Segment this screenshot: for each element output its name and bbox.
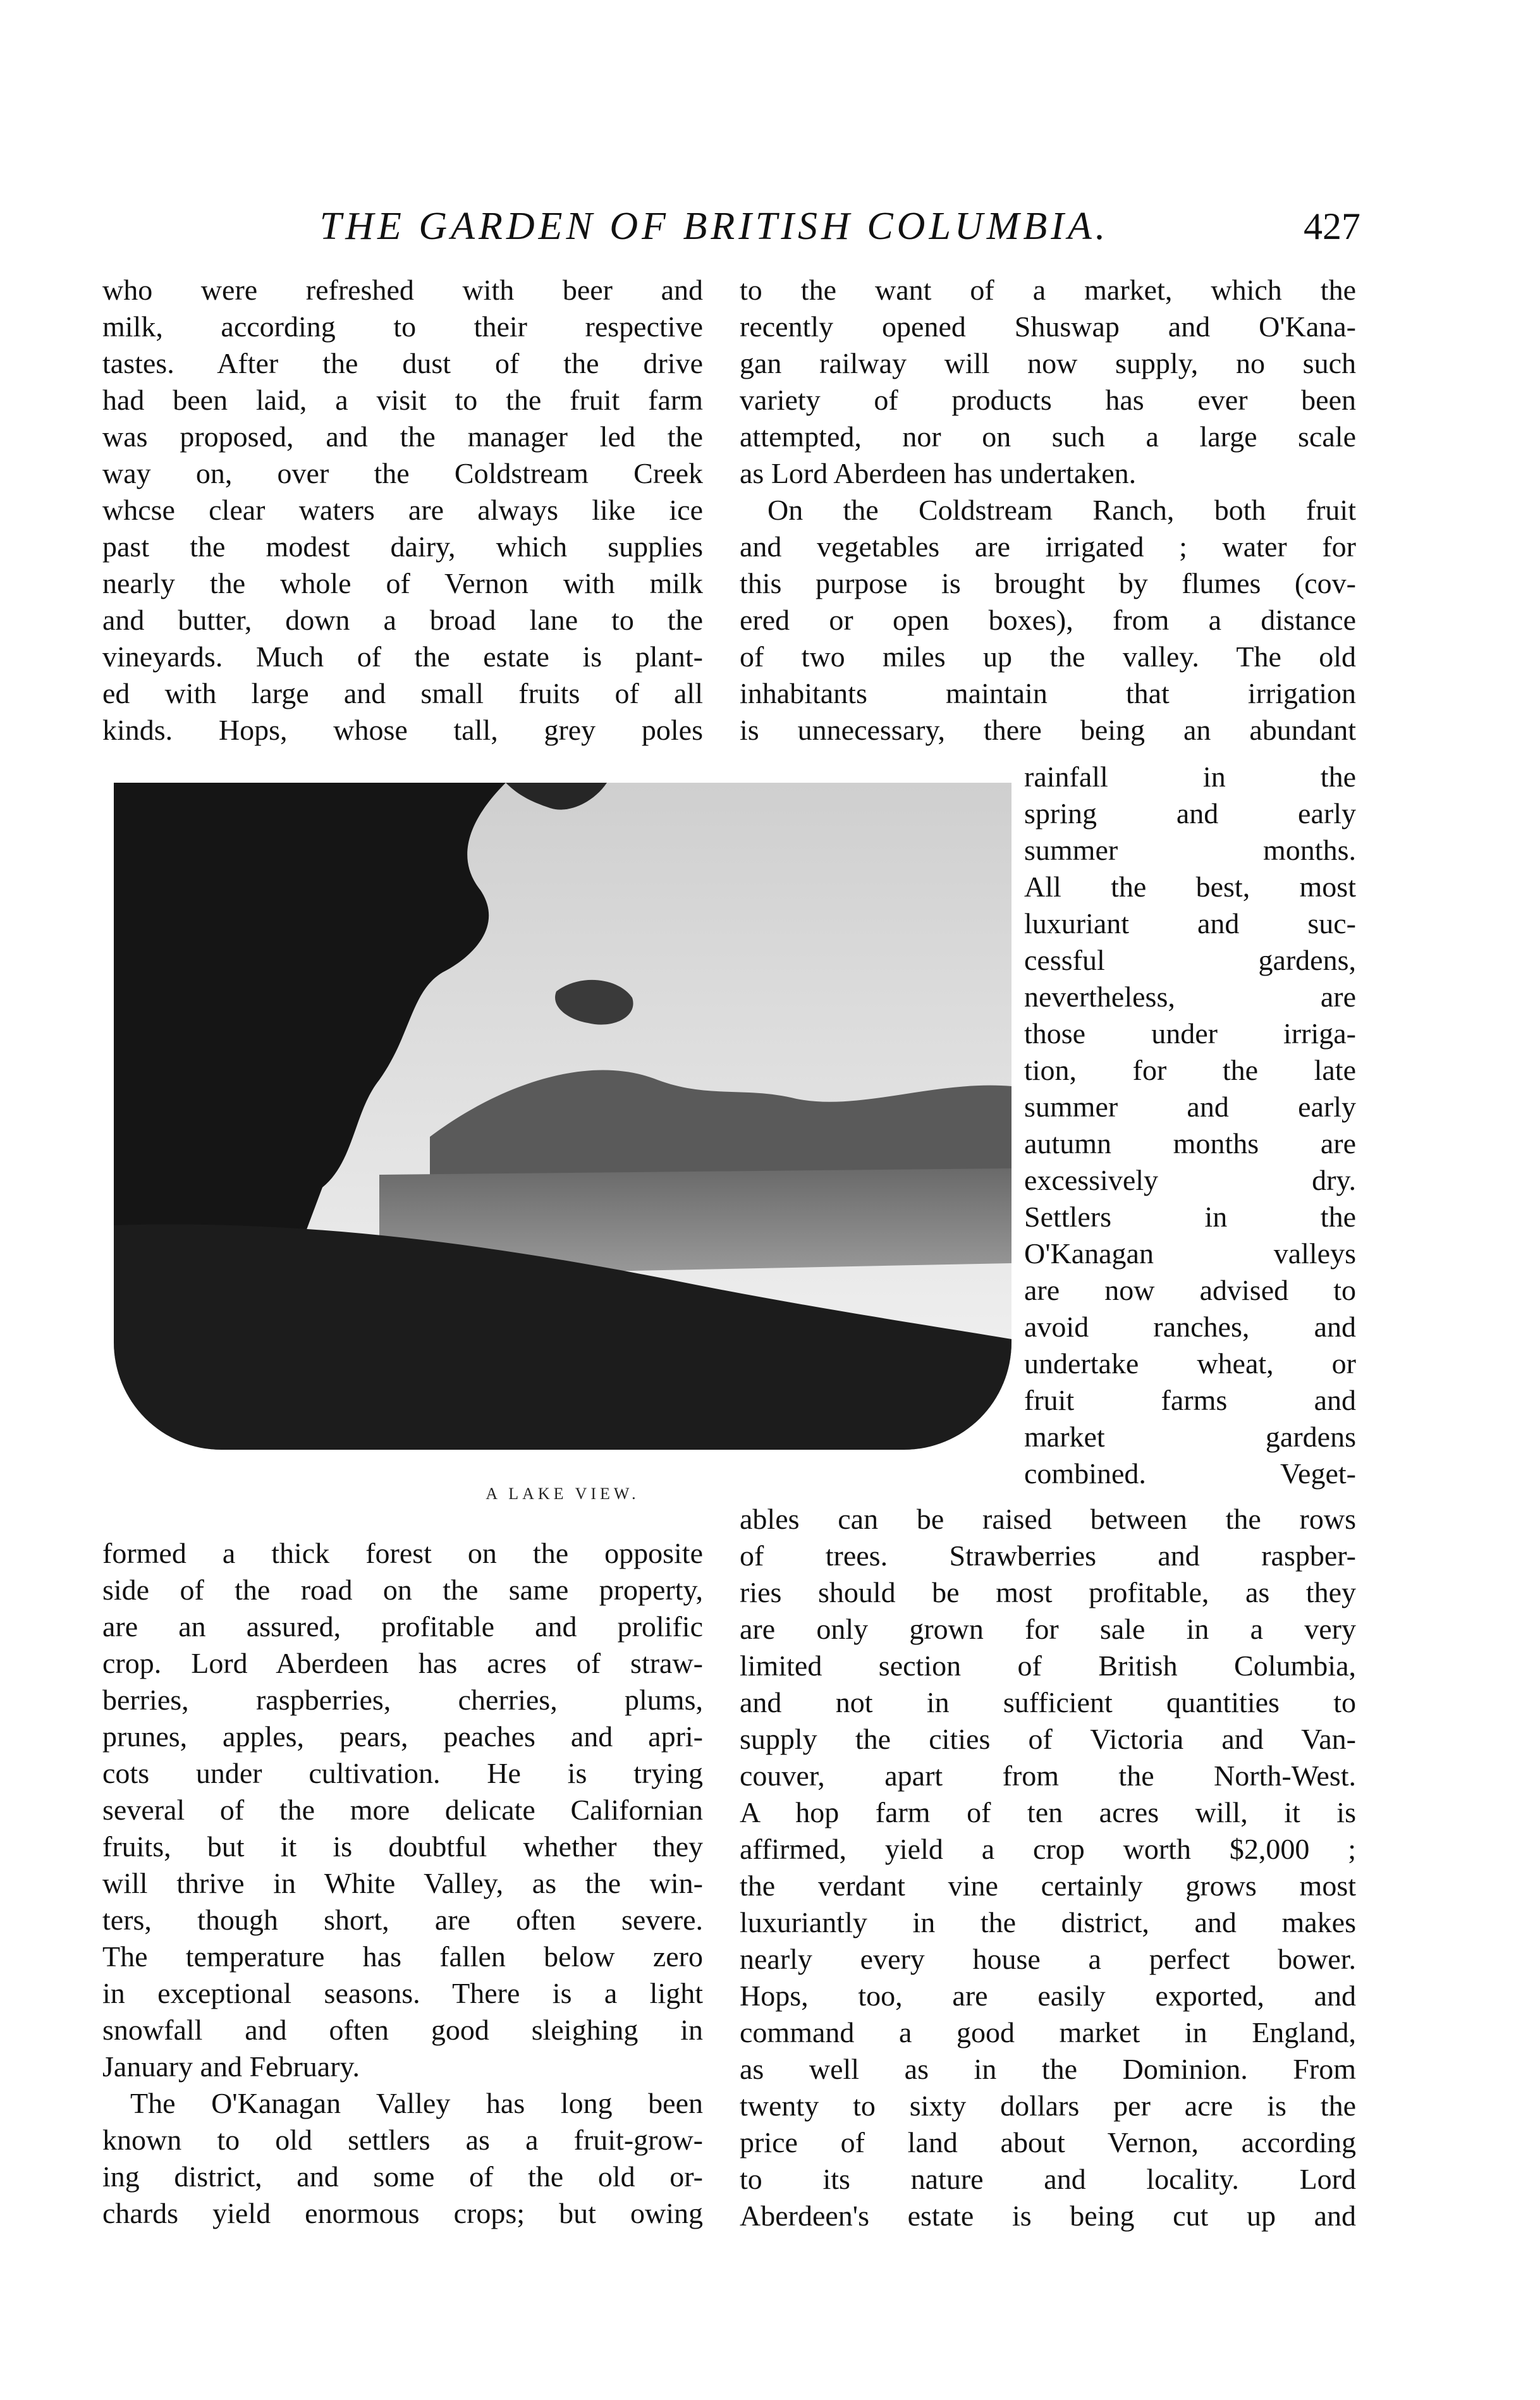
text-line: as well as in the Dominion. From — [740, 2053, 1356, 2085]
text-line: nevertheless, are — [1024, 981, 1356, 1013]
text-line: and butter, down a broad lane to the — [102, 604, 703, 636]
text-line: known to old settlers as a fruit-grow- — [102, 2124, 703, 2156]
text-line: ed with large and small fruits of all — [102, 677, 703, 709]
text-line: ters, though short, are often severe. — [102, 1904, 703, 1936]
text-line: inhabitants maintain that irrigation — [740, 677, 1356, 709]
text-line: ries should be most profitable, as they — [740, 1576, 1356, 1608]
text-line: was proposed, and the manager led the — [102, 420, 703, 453]
text-line: affirmed, yield a crop worth $2,000 ; — [740, 1833, 1356, 1865]
text-line: berries, raspberries, cherries, plums, — [102, 1684, 703, 1716]
text-line: All the best, most — [1024, 871, 1356, 903]
text-line: summer and early — [1024, 1091, 1356, 1123]
text-line: will thrive in White Valley, as the win- — [102, 1867, 703, 1899]
text-line: way on, over the Coldstream Creek — [102, 457, 703, 489]
text-line: and not in sufficient quantities to — [740, 1686, 1356, 1718]
text-line: Hops, too, are easily exported, and — [740, 1980, 1356, 2012]
text-line: is unnecessary, there being an abundant — [740, 714, 1356, 746]
text-line: rainfall in the — [1024, 761, 1356, 793]
text-line: are now advised to — [1024, 1274, 1356, 1306]
text-line: On the Coldstream Ranch, both fruit — [767, 494, 1356, 526]
text-line: The temperature has fallen below zero — [102, 1940, 703, 1973]
running-header-title: THE GARDEN OF BRITISH COLUMBIA. — [319, 205, 1109, 248]
text-line: January and February. — [102, 2050, 360, 2083]
text-line: spring and early — [1024, 797, 1356, 830]
text-line: market gardens — [1024, 1421, 1356, 1453]
text-line: tion, for the late — [1024, 1054, 1356, 1086]
text-line: cots under cultivation. He is trying — [102, 1757, 703, 1789]
text-line: variety of products has ever been — [740, 384, 1356, 416]
text-line: are an assured, profitable and prolific — [102, 1610, 703, 1643]
text-line: this purpose is brought by flumes (cov- — [740, 567, 1356, 599]
text-line: attempted, nor on such a large scale — [740, 420, 1356, 453]
text-line: tastes. After the dust of the drive — [102, 347, 703, 379]
text-line: chards yield enormous crops; but owing — [102, 2197, 703, 2229]
text-line: autumn months are — [1024, 1127, 1356, 1160]
column-left-top — [102, 272, 703, 749]
text-line: of two miles up the valley. The old — [740, 640, 1356, 673]
lake-landscape-image — [114, 783, 1011, 1450]
column-right-bottom — [740, 1501, 1356, 2234]
text-line: kinds. Hops, whose tall, grey poles — [102, 714, 703, 746]
text-line: several of the more delicate Californian — [102, 1794, 703, 1826]
text-line: vineyards. Much of the estate is plant- — [102, 640, 703, 673]
text-line: milk, according to their respective — [102, 310, 703, 343]
text-line: combined. Veget- — [1024, 1457, 1356, 1490]
text-line: avoid ranches, and — [1024, 1311, 1356, 1343]
text-line: prunes, apples, pears, peaches and apri- — [102, 1720, 703, 1753]
text-line: in exceptional seasons. There is a light — [102, 1977, 703, 2009]
text-line: cessful gardens, — [1024, 944, 1356, 976]
text-line: recently opened Shuswap and O'Kana- — [740, 310, 1356, 343]
text-line: couver, apart from the North-West. — [740, 1760, 1356, 1792]
text-line: past the modest dairy, which supplies — [102, 530, 703, 563]
column-right-narrow — [1024, 759, 1356, 1492]
text-line: twenty to sixty dollars per acre is the — [740, 2090, 1356, 2122]
text-line: gan railway will now supply, no such — [740, 347, 1356, 379]
text-line: Aberdeen's estate is being cut up and — [740, 2200, 1356, 2232]
text-line: undertake wheat, or — [1024, 1347, 1356, 1380]
text-line: those under irriga- — [1024, 1017, 1356, 1050]
text-line: of trees. Strawberries and raspber- — [740, 1540, 1356, 1572]
text-line: limited section of British Columbia, — [740, 1650, 1356, 1682]
text-line: O'Kanagan valleys — [1024, 1237, 1356, 1270]
text-line: and vegetables are irrigated ; water for — [740, 530, 1356, 563]
column-right-top — [740, 272, 1356, 749]
figure-caption: A LAKE VIEW. — [486, 1485, 640, 1503]
text-line: had been laid, a visit to the fruit farm — [102, 384, 703, 416]
text-line: nearly the whole of Vernon with milk — [102, 567, 703, 599]
text-line: fruits, but it is doubtful whether they — [102, 1830, 703, 1863]
text-line: are only grown for sale in a very — [740, 1613, 1356, 1645]
text-line: formed a thick forest on the opposite — [102, 1537, 703, 1569]
text-line: ered or open boxes), from a distance — [740, 604, 1356, 636]
text-line: to its nature and locality. Lord — [740, 2163, 1356, 2195]
text-line: who were refreshed with beer and — [102, 274, 703, 306]
text-line: ing district, and some of the old or- — [102, 2160, 703, 2193]
column-left-bottom — [102, 1535, 703, 2232]
text-line: luxuriantly in the district, and makes — [740, 1906, 1356, 1938]
text-line: nearly every house a perfect bower. — [740, 1943, 1356, 1975]
text-line: The O'Kanagan Valley has long been — [130, 2087, 703, 2119]
text-line: luxuriant and suc- — [1024, 907, 1356, 940]
text-line: supply the cities of Victoria and Van- — [740, 1723, 1356, 1755]
text-line: fruit farms and — [1024, 1384, 1356, 1416]
text-line: side of the road on the same property, — [102, 1574, 703, 1606]
text-line: excessively dry. — [1024, 1164, 1356, 1196]
page-number: 427 — [1304, 205, 1360, 247]
text-line: command a good market in England, — [740, 2016, 1356, 2048]
text-line: the verdant vine certainly grows most — [740, 1870, 1356, 1902]
text-line: price of land about Vernon, according — [740, 2126, 1356, 2158]
text-line: summer months. — [1024, 834, 1356, 866]
text-line: Settlers in the — [1024, 1201, 1356, 1233]
text-line: A hop farm of ten acres will, it is — [740, 1796, 1356, 1828]
text-line: snowfall and often good sleighing in — [102, 2014, 703, 2046]
text-line: ables can be raised between the rows — [740, 1503, 1356, 1535]
text-line: whcse clear waters are always like ice — [102, 494, 703, 526]
text-line: to the want of a market, which the — [740, 274, 1356, 306]
text-line: crop. Lord Aberdeen has acres of straw- — [102, 1647, 703, 1679]
text-line: as Lord Aberdeen has undertaken. — [740, 457, 1137, 489]
lake-view-photo — [114, 783, 1011, 1450]
